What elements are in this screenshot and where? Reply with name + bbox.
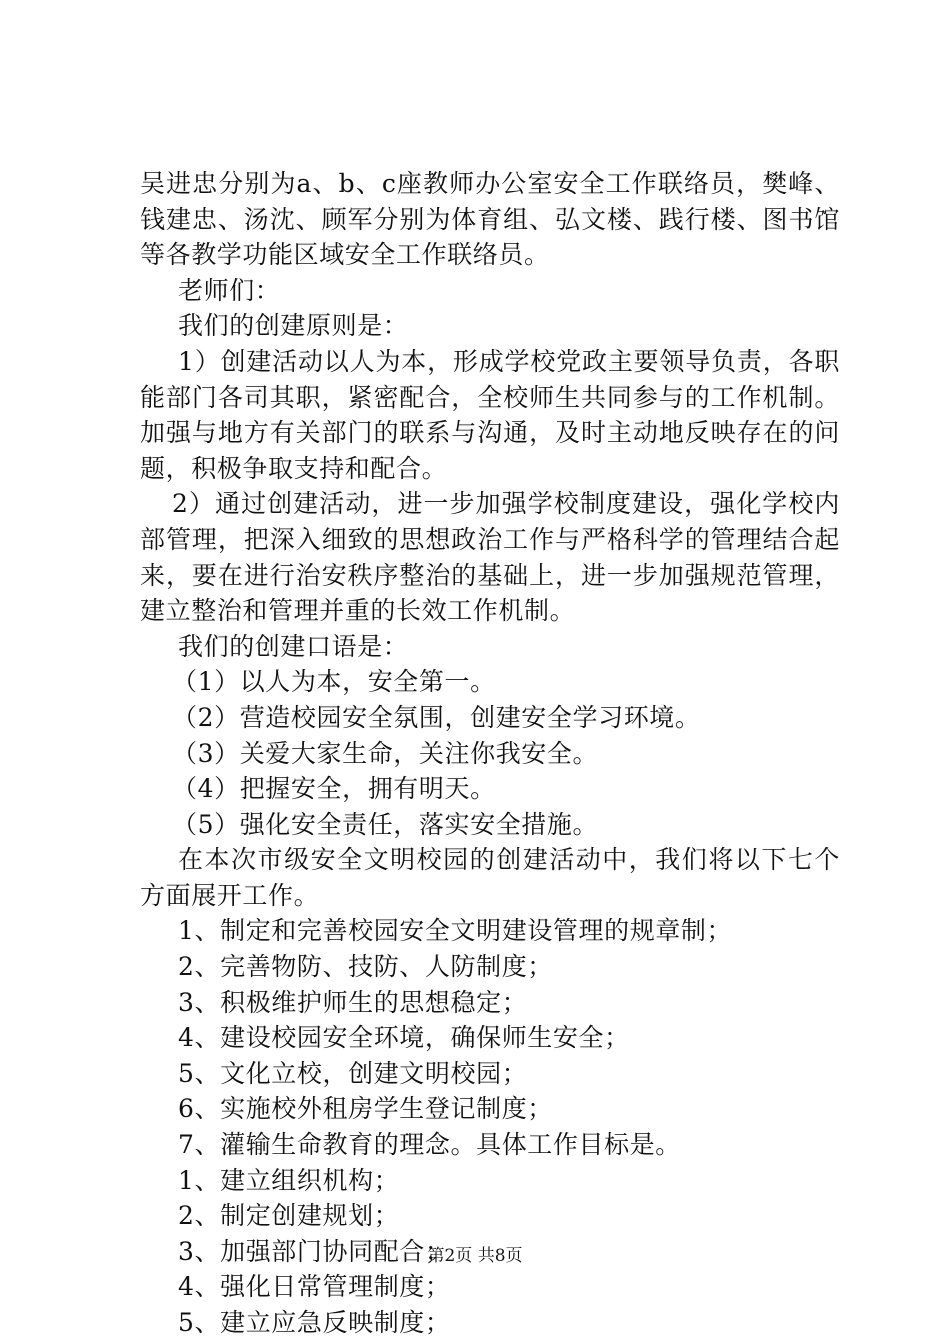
text-line: 老师们： [178, 275, 281, 305]
text-line: 我们的创建原则是： [178, 311, 409, 341]
text-line: （1）以人为本，安全第一。 [172, 667, 496, 697]
text-line: 1、建立组织机构； [178, 1165, 400, 1195]
text-line: 2）通过创建活动，进一步加强学校制度建设，强化学校内 [172, 489, 840, 519]
text-line: 来，要在进行治安秩序整治的基础上，进一步加强规范管理， [140, 560, 840, 590]
text-line: （4）把握安全，拥有明天。 [172, 774, 496, 804]
text-line: 能部门各司其职，紧密配合，全校师生共同参与的工作机制。 [140, 382, 840, 412]
text-line: 我们的创建口语是： [178, 631, 409, 661]
text-line: 4、建设校园安全环境，确保师生安全； [178, 1023, 630, 1053]
text-line: 题，积极争取支持和配合。 [140, 453, 448, 483]
text-line: 5、建立应急反映制度； [178, 1308, 451, 1337]
text-line: （2）营造校园安全氛围，创建安全学习环境。 [172, 702, 701, 732]
text-line: 3、加强部门协同配合； [178, 1236, 451, 1266]
text-line: 2、完善物防、技防、人防制度； [178, 952, 553, 982]
text-line: 1）创建活动以人为本，形成学校党政主要领导负责，各职 [178, 346, 840, 376]
text-line: 2、制定创建规划； [178, 1201, 400, 1231]
text-line: 加强与地方有关部门的联系与沟通，及时主动地反映存在的问 [140, 418, 840, 448]
text-line: 吴进忠分别为a、b、c座教师办公室安全工作联络员，樊峰、 [140, 169, 840, 198]
text-line: 在本次市级安全文明校园的创建活动中，我们将以下七个 [178, 845, 840, 875]
text-line: 方面展开工作。 [140, 880, 320, 910]
text-line: 4、强化日常管理制度； [178, 1272, 451, 1302]
text-line: 3、积极维护师生的思想稳定； [178, 987, 528, 1017]
text-line: 6、实施校外租房学生登记制度； [178, 1094, 553, 1124]
text-line: 钱建忠、汤沈、顾军分别为体育组、弘文楼、践行楼、图书馆 [140, 204, 840, 234]
text-line: 1、制定和完善校园安全文明建设管理的规章制； [178, 916, 733, 946]
document-body [140, 166, 840, 1341]
text-line: 建立整治和管理并重的长效工作机制。 [140, 596, 576, 626]
text-line: 部管理，把深入细致的思想政治工作与严格科学的管理结合起 [140, 524, 840, 554]
text-line: （5）强化安全责任，落实安全措施。 [172, 809, 599, 839]
text-line: （3）关爱大家生命，关注你我安全。 [172, 738, 599, 768]
text-line: 5、文化立校，创建文明校园； [178, 1058, 528, 1088]
text-line: 等各教学功能区域安全工作联络员。 [140, 240, 550, 270]
page-footer: 第2页 共8页 [427, 1246, 523, 1266]
text-line: 7、灌输生命教育的理念。具体工作目标是。 [178, 1130, 681, 1160]
